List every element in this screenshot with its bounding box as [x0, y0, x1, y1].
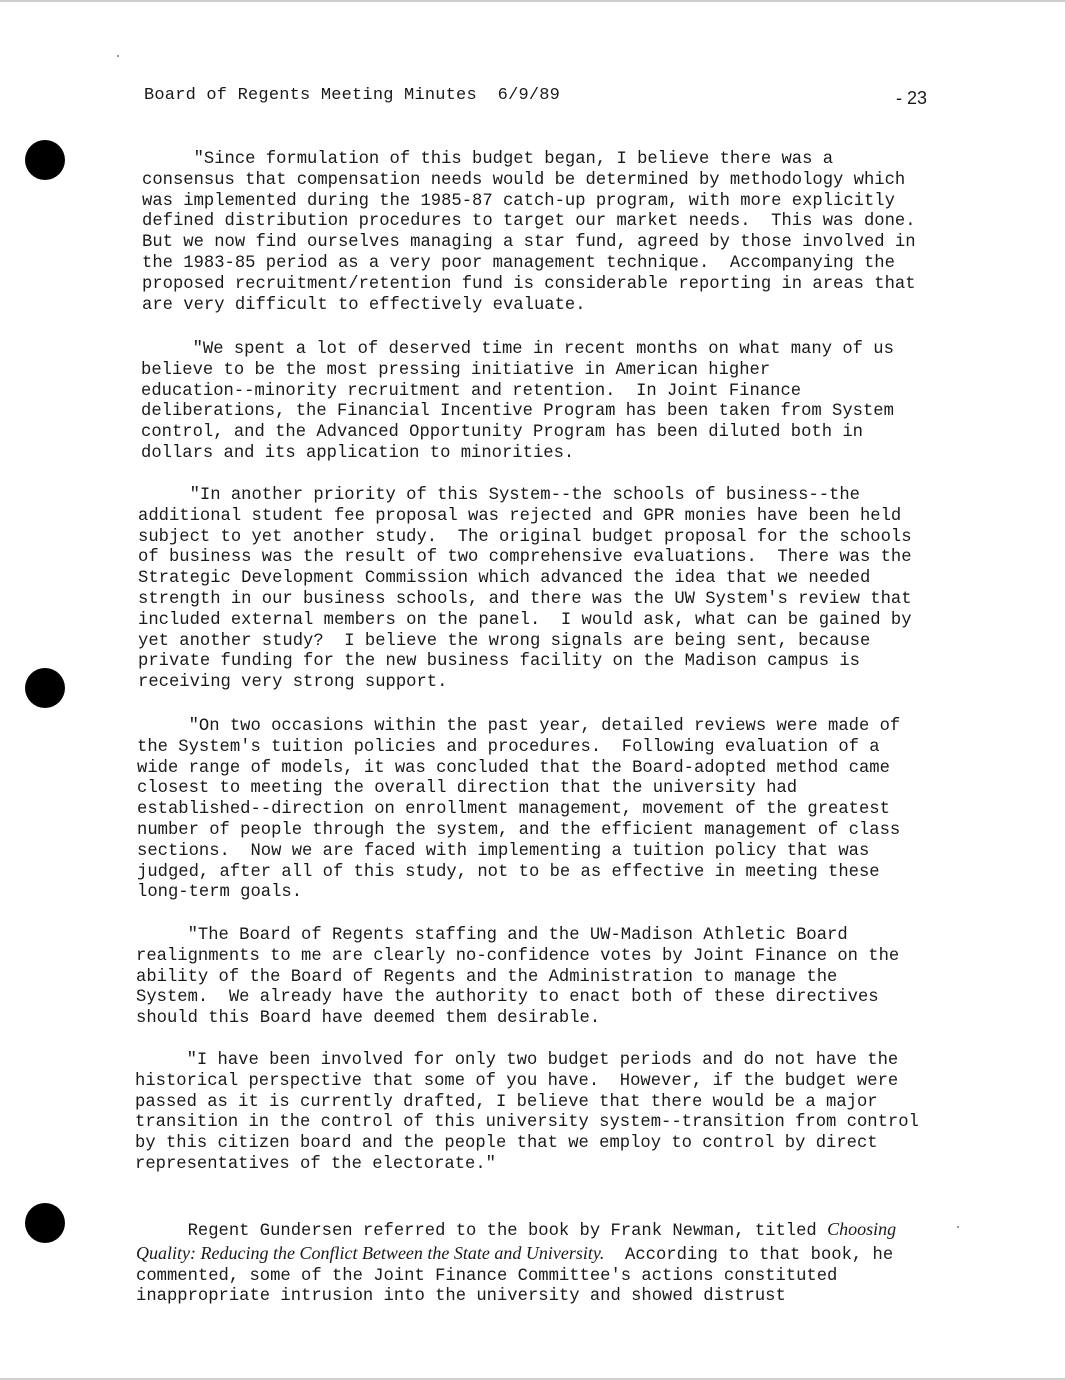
text-line: ability of the Board of Regents and the Administration to manage the: [136, 967, 838, 987]
text-line: proposed recruitment/retention fund is considerable reporting in areas that: [142, 274, 916, 294]
page-header: [144, 86, 560, 105]
text-line: was implemented during the 1985-87 catch-up program, with more explicitly: [142, 191, 895, 211]
text-line: education--minority recruitment and retention. In Joint Finance: [141, 381, 802, 401]
closing-line-3: commented, some of the Joint Finance Committee's actions constituted: [136, 1266, 838, 1286]
text-line: number of people through the system, and the efficient management of class: [137, 820, 901, 840]
text-line: strength in our business schools, and there was the UW System's review that: [138, 589, 912, 609]
text-line: realignments to me are clearly no-confidence votes by Joint Finance on the: [136, 946, 900, 966]
book-title-part-2: Quality: Reducing the Conflict Between the State and University.: [136, 1242, 605, 1263]
text-line: receiving very strong support.: [138, 673, 448, 693]
paragraph: [141, 340, 894, 465]
text-line: "Since formulation of this budget began, I believe there was a: [142, 150, 834, 169]
text-line: consensus that compensation needs would be determined by methodology which: [142, 170, 906, 190]
scan-top-edge: [0, 0, 1065, 2]
text-line: "The Board of Regents staffing and the UW-Madison Athletic Board: [136, 926, 848, 945]
text-line: System. We already have the authority to enact both of these directives: [136, 988, 879, 1008]
text-line: Strategic Development Commission which advanced the idea that we needed: [138, 569, 871, 589]
text-line: subject to yet another study. The original budget proposal for the schools: [138, 527, 912, 547]
closing-line-4: inappropriate intrusion into the university and showed distrust: [136, 1287, 786, 1307]
text-line: "We spent a lot of deserved time in recent months on what many of us: [141, 340, 894, 359]
text-line: historical perspective that some of you have. However, if the budget were: [135, 1071, 899, 1091]
text-line: yet another study? I believe the wrong signals are being sent, because: [138, 631, 871, 651]
text-line: dollars and its application to minorities.: [141, 443, 575, 463]
text-line: should this Board have deemed them desirable.: [136, 1009, 601, 1029]
closing-paragraph: [136, 1219, 896, 1308]
text-line: by this citizen board and the people that we employ to control by direct: [135, 1134, 878, 1154]
text-line: judged, after all of this study, not to be as effective in meeting these: [137, 862, 880, 882]
text-line: closest to meeting the overall direction that the university had: [137, 779, 798, 799]
header-date: 6/9/89: [497, 86, 561, 105]
paragraph: [135, 1051, 919, 1176]
text-line: believe to be the most pressing initiative in American higher: [141, 360, 771, 380]
text-line: established--direction on enrollment management, movement of the greatest: [137, 800, 890, 820]
text-line: But we now find ourselves managing a star fund, agreed by those involved in: [142, 233, 916, 253]
text-line: the 1983-85 period as a very poor management technique. Accompanying the: [142, 253, 895, 273]
punch-hole-top: [25, 140, 65, 180]
text-line: long-term goals.: [137, 883, 303, 903]
text-line: control, and the Advanced Opportunity Program has been diluted both in: [141, 423, 863, 443]
paragraph: [136, 926, 899, 1030]
scan-speck: [957, 1226, 959, 1228]
closing-line-2: Quality: Reducing the Conflict Between the State and University. According to that book, he: [136, 1242, 894, 1265]
text-line: transition in the control of this university system--transition from control: [135, 1113, 919, 1133]
punch-hole-bottom: [25, 1203, 65, 1243]
paragraph: [138, 486, 912, 694]
paragraph: [137, 717, 900, 904]
text-line: representatives of the electorate.": [135, 1154, 496, 1174]
book-title-part-1: Choosing: [827, 1219, 897, 1239]
punch-hole-middle: [25, 668, 65, 708]
text-line: "In another priority of this System--the schools of business--the: [138, 486, 860, 505]
scan-speck: [117, 55, 119, 57]
text-line: are very difficult to effectively evaluate.: [142, 295, 586, 315]
closing-line-1: Regent Gundersen referred to the book by Frank Newman, titled Choosing: [136, 1219, 897, 1241]
text-line: sections. Now we are faced with implementing a tuition policy that was: [137, 841, 870, 861]
text-line: wide range of models, it was concluded that the Board-adopted method came: [137, 758, 890, 778]
page-number: - 23: [896, 88, 928, 108]
text-line: defined distribution procedures to target our market needs. This was done.: [142, 212, 916, 232]
text-line: included external members on the panel. I would ask, what can be gained by: [138, 610, 912, 630]
paragraph: [142, 150, 916, 316]
text-line: "I have been involved for only two budget periods and do not have the: [135, 1051, 899, 1070]
header-title: Board of Regents Meeting Minutes: [144, 86, 477, 105]
text-line: of business was the result of two comprehensive evaluations. There was the: [138, 548, 912, 568]
text-line: the System's tuition policies and procedures. Following evaluation of a: [137, 737, 880, 757]
text-line: additional student fee proposal was rejected and GPR monies have been held: [138, 506, 902, 526]
text-line: deliberations, the Financial Incentive Program has been taken from System: [141, 402, 894, 422]
text-line: private funding for the new business facility on the Madison campus is: [138, 652, 860, 672]
text-line: "On two occasions within the past year, detailed reviews were made of: [137, 717, 901, 736]
text-line: passed as it is currently drafted, I believe that there would be a major: [135, 1092, 878, 1112]
